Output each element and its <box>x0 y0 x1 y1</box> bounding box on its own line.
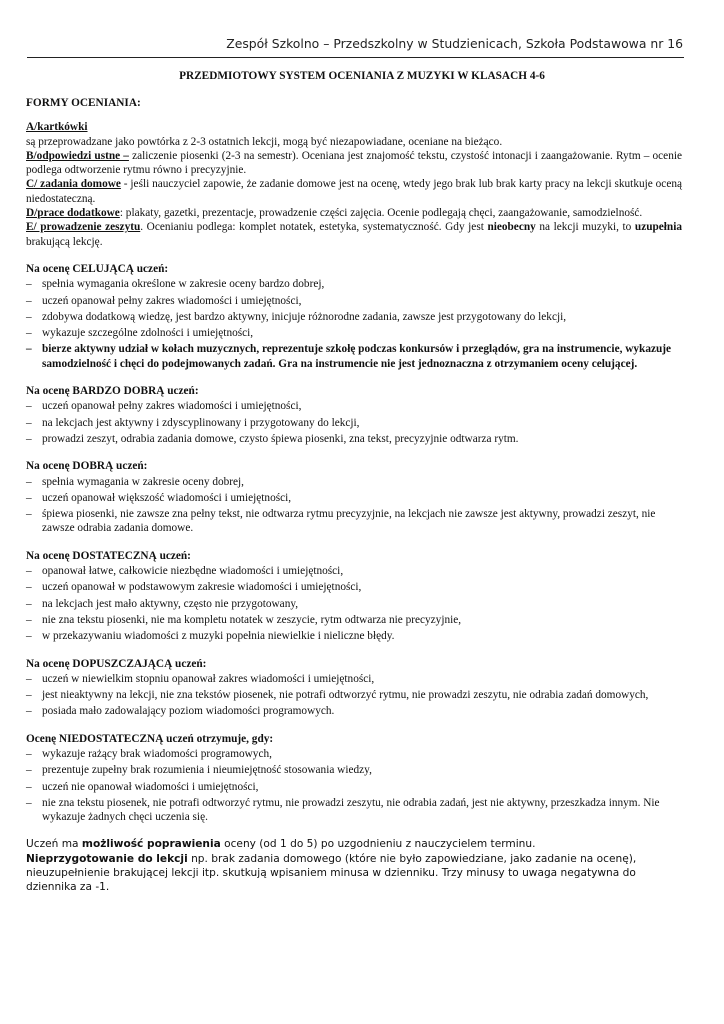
form-b-text: zaliczenie piosenki (2-3 na semestr). Oceniana jest znajomość tekstu, czystość intonacji i zaangażowanie. Rytm – ocenie podlega odtworzenie rytmu równo i precyzyjnie. <box>26 149 682 177</box>
criteria-list <box>26 475 682 536</box>
note-correction-a: Uczeń ma <box>26 838 82 851</box>
grade-title: Na ocenę CELUJĄCĄ uczeń: <box>26 262 169 275</box>
form-c-text: - jeśli nauczyciel zapowie, że zadanie domowe jest na ocenę, wtedy jego brak lub brak karty pracy na lekcji skutkuje oceną niedostateczną. <box>26 178 682 205</box>
list-item: – spełnia wymagania w zakresie oceny dobrej, <box>26 475 682 489</box>
list-item: – uczeń opanował większość wiadomości i umiejętności, <box>26 491 682 505</box>
document-title: PRZEDMIOTOWY SYSTEM OCENIANIA Z MUZYKI W KLASACH 4-6 <box>179 70 545 82</box>
grade-dostateczna <box>26 549 682 644</box>
criteria-list <box>26 564 682 643</box>
grade-title: Na ocenę DOBRĄ uczeń: <box>26 460 148 473</box>
note-correction <box>26 837 682 851</box>
grade-celujaca <box>26 262 682 371</box>
list-item: – śpiewa piosenki, nie zawsze zna pełny tekst, nie odtwarza rytmu precyzyjnie, na lekcjach nie zawsze jest aktywny, prowadzi zeszyt, nie zawsze odrabia zadania domowe. <box>26 507 682 536</box>
form-d-text: : plakaty, gazetki, prezentacje, prowadzenie części zajęcia. Ocenie podlegają chęci, zaangażowanie, samodzielność. <box>119 207 643 220</box>
list-item: – w przekazywaniu wiadomości z muzyki popełnia niewielkie i nieliczne błędy. <box>26 629 682 643</box>
form-e-label: E/ prowadzenie zeszytu <box>26 221 141 234</box>
list-item: – nie zna tekstu piosenek, nie potrafi odtworzyć rytmu, nie prowadzi zeszytu, nie odrabia zadań, jest nie aktywny, przeszkadza innym. Nie wykazuje żadnych chęci uczenia się. <box>26 796 682 825</box>
note-unprepared-bold: Nieprzygotowanie do lekcji <box>26 852 188 865</box>
criteria-list <box>26 747 682 824</box>
form-e-text-2: na lekcji muzyki, to <box>535 221 635 234</box>
note-unprepared-text: np. brak zadania domowego (które nie było zapowiedziane, jako zadanie na ocenę), nieuzupełnienie brakującej lekcji itp. skutkują wpisaniem minusa w dzienniku. Trzy minusy to uwaga negatywna do dziennika za -1. <box>26 852 637 894</box>
list-item: – jest nieaktywny na lekcji, nie zna tekstów piosenek, nie potrafi odtworzyć rytmu, nie prowadzi zeszytu, nie odrabia zadań domowych, <box>26 688 682 702</box>
form-c <box>26 177 682 206</box>
list-item: – prezentuje zupełny brak rozumienia i nieumiejętność stosowania wiedzy, <box>26 763 682 777</box>
list-item: – uczeń opanował pełny zakres wiadomości i umiejętności, <box>26 294 682 308</box>
form-e-text-1: . Ocenianiu podlega: komplet notatek, estetyka, systematyczność. Gdy jest <box>140 221 488 234</box>
header-rule <box>27 57 684 58</box>
criteria-list <box>26 672 682 719</box>
grade-title: Ocenę NIEDOSTATECZNĄ uczeń otrzymuje, gdy: <box>26 732 274 745</box>
note-correction-bold: możliwość poprawienia <box>81 838 221 851</box>
list-item: – zdobywa dodatkową wiedzę, jest bardzo aktywny, inicjuje różnorodne zadania, zawsze jest przygotowany do lekcji, <box>26 310 682 324</box>
note-unprepared <box>26 852 682 895</box>
grade-dobra <box>26 459 682 535</box>
list-item: – uczeń opanował pełny zakres wiadomości i umiejętności, <box>26 399 682 413</box>
form-e <box>26 220 682 249</box>
grade-title: Na ocenę DOSTATECZNĄ uczeń: <box>26 549 191 562</box>
list-item: – uczeń opanował w podstawowym zakresie wiadomości i umiejętności, <box>26 580 682 594</box>
list-item: – posiada mało zadowalający poziom wiadomości programowych. <box>26 704 682 718</box>
list-item: – na lekcjach jest mało aktywny, często nie przygotowany, <box>26 597 682 611</box>
list-item: – spełnia wymagania określone w zakresie oceny bardzo dobrej, <box>26 277 682 291</box>
form-d <box>26 206 682 220</box>
form-a <box>26 120 682 134</box>
forms-heading: FORMY OCENIANIA: <box>26 97 141 109</box>
grade-title: Na ocenę BARDZO DOBRĄ uczeń: <box>26 385 199 398</box>
form-a-text: są przeprowadzane jako powtórka z 2-3 ostatnich lekcji, mogą być niezapowiadane, oceniane na bieżąco. <box>26 135 503 148</box>
criteria-list <box>26 399 682 446</box>
forms-section <box>26 120 682 249</box>
list-item: – opanował łatwe, całkowicie niezbędne wiadomości i umiejętności, <box>26 564 682 578</box>
form-b <box>26 149 682 178</box>
form-e-bold-2: uzupełnia <box>634 221 683 234</box>
final-notes <box>26 837 682 894</box>
list-item: – uczeń nie opanował wiadomości i umiejętności, <box>26 780 682 794</box>
list-item: – bierze aktywny udział w kołach muzycznych, reprezentuje szkołę podczas konkursów i przeglądów, gra na instrumencie, wykazuje samodzielność i chęci do podejmowanych zadań. Gra na instrumencie nie jest jednoznaczna z otrzymaniem oceny celującej. <box>26 342 682 371</box>
form-a-label: A/kartkówki <box>26 121 88 134</box>
form-e-bold-1: nieobecny <box>487 221 536 234</box>
document-body <box>26 96 682 895</box>
form-b-label: B/odpowiedzi ustne – <box>26 149 129 162</box>
note-correction-b: oceny (od 1 do 5) po uzgodnieniu z nauczycielem terminu. <box>220 838 536 851</box>
form-d-label: D/prace dodatkowe <box>26 207 120 220</box>
criteria-list <box>26 277 682 371</box>
list-item: – na lekcjach jest aktywny i zdyscyplinowany i przygotowany do lekcji, <box>26 416 682 430</box>
page-header: Zespół Szkolno – Przedszkolny w Studzienicach, Szkoła Podstawowa nr 16 <box>226 36 683 51</box>
list-item: – prowadzi zeszyt, odrabia zadania domowe, czysto śpiewa piosenki, zna tekst, precyzyjnie odtwarza rytm. <box>26 432 682 446</box>
form-e-text-3: brakującą lekcję. <box>26 235 103 248</box>
grade-bardzo-dobra <box>26 384 682 446</box>
list-item: – uczeń w niewielkim stopniu opanował zakres wiadomości i umiejętności, <box>26 672 682 686</box>
list-item: – nie zna tekstu piosenki, nie ma kompletu notatek w zeszycie, rytm odtwarza nie precyzyjnie, <box>26 613 682 627</box>
grade-niedostateczna <box>26 732 682 825</box>
list-item: – wykazuje szczególne zdolności i umiejętności, <box>26 326 682 340</box>
grade-title: Na ocenę DOPUSZCZAJĄCĄ uczeń: <box>26 657 207 670</box>
grade-dopuszczajaca <box>26 657 682 719</box>
list-item: – wykazuje rażący brak wiadomości programowych, <box>26 747 682 761</box>
form-c-label: C/ zadania domowe <box>26 178 121 191</box>
